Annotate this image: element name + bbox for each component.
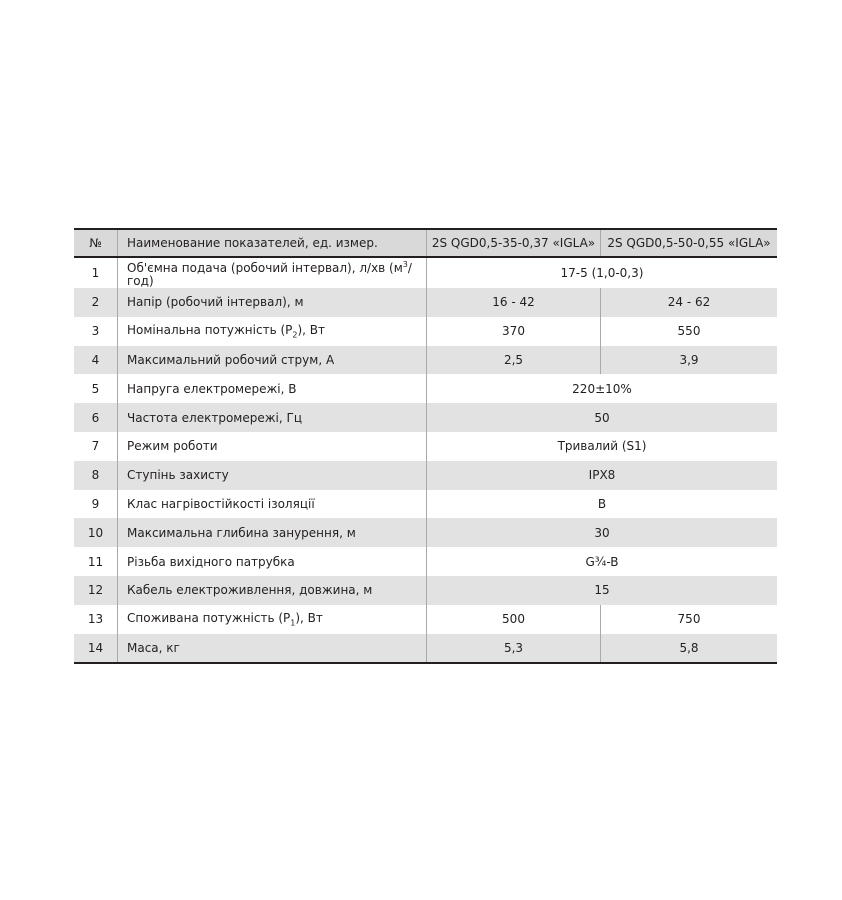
row-num: 7 (91, 439, 100, 454)
row-name: Об'ємна подача (робочий інтервал), л/хв ($м^3/$ год) (118, 257, 427, 288)
row-name: Напір (робочий інтервал), м (118, 288, 427, 317)
header-model-2: 2S QGD0,5-50-0,55 «IGLA» (601, 229, 778, 257)
row-name: Ступінь захисту (118, 461, 427, 490)
row-num: 6 (91, 410, 100, 425)
row-value-2: 24 - 62 (601, 288, 778, 317)
row-name: Номінальна потужність $(P_2)$, Вт (118, 317, 427, 346)
row-num: 3 (91, 324, 100, 339)
row-value-2: 550 (601, 317, 778, 346)
table-row (74, 490, 777, 519)
row-value: IPX8 (427, 461, 778, 490)
table-row (74, 432, 777, 461)
row-name: Споживана потужність $(P_1)$, Вт (118, 605, 427, 634)
table-row (74, 346, 777, 375)
row-value-1: 500 (427, 605, 601, 634)
table-row (74, 403, 777, 432)
row-value-2: 5,8 (601, 634, 778, 664)
row-value-2: 3,9 (601, 346, 778, 375)
row-name: Кабель електроживлення, довжина, м (118, 576, 427, 605)
row-value-2: 750 (601, 605, 778, 634)
table-row (74, 518, 777, 547)
table-row (74, 317, 777, 346)
header-num: № (74, 229, 118, 257)
row-num: 5 (91, 381, 100, 396)
row-num: 12 (87, 583, 104, 598)
row-value-1: 5,3 (427, 634, 601, 664)
table-row (74, 576, 777, 605)
row-num: 11 (87, 554, 104, 569)
row-num: 8 (91, 468, 100, 483)
row-value-1: 2,5 (427, 346, 601, 375)
row-name: Режим роботи (118, 432, 427, 461)
table-row (74, 374, 777, 403)
row-num: 14 (74, 634, 118, 664)
row-value: 17-5 (1,0-0,3) (427, 257, 778, 288)
row-name: Максимальна глибина занурення, м (118, 518, 427, 547)
row-num: 9 (91, 496, 100, 511)
row-value: 15 (427, 576, 778, 605)
spec-table (74, 228, 777, 664)
header-row (74, 229, 777, 257)
header-name: Наименование показателей, ед. измер. (118, 229, 427, 257)
table-row (74, 288, 777, 317)
table-row (74, 605, 777, 634)
row-name: Частота електромережі, Гц (118, 403, 427, 432)
row-name: Різьба вихідного патрубка (118, 547, 427, 576)
row-name: Максимальний робочий струм, А (118, 346, 427, 375)
row-value: В (427, 490, 778, 519)
row-value-1: 16 - 42 (427, 288, 601, 317)
row-num: 10 (87, 525, 104, 540)
table-row (74, 634, 777, 664)
row-name: Клас нагрівостійкості ізоляції (118, 490, 427, 519)
table-row (74, 257, 777, 288)
row-value: 50 (427, 403, 778, 432)
row-value-1: 370 (427, 317, 601, 346)
row-num: 2 (91, 295, 100, 310)
row-name: Маса, кг (118, 634, 427, 664)
row-value: 220±10% (427, 374, 778, 403)
row-name: Напруга електромережі, В (118, 374, 427, 403)
row-value: Тривалий (S1) (427, 432, 778, 461)
row-num: 13 (87, 612, 104, 627)
header-model-1: 2S QGD0,5-35-0,37 «IGLA» (427, 229, 601, 257)
row-num: 1 (91, 266, 100, 280)
row-value: G¾-B (427, 547, 778, 576)
row-num: 4 (91, 352, 100, 367)
table-row (74, 547, 777, 576)
table-row (74, 461, 777, 490)
row-value: 30 (427, 518, 778, 547)
